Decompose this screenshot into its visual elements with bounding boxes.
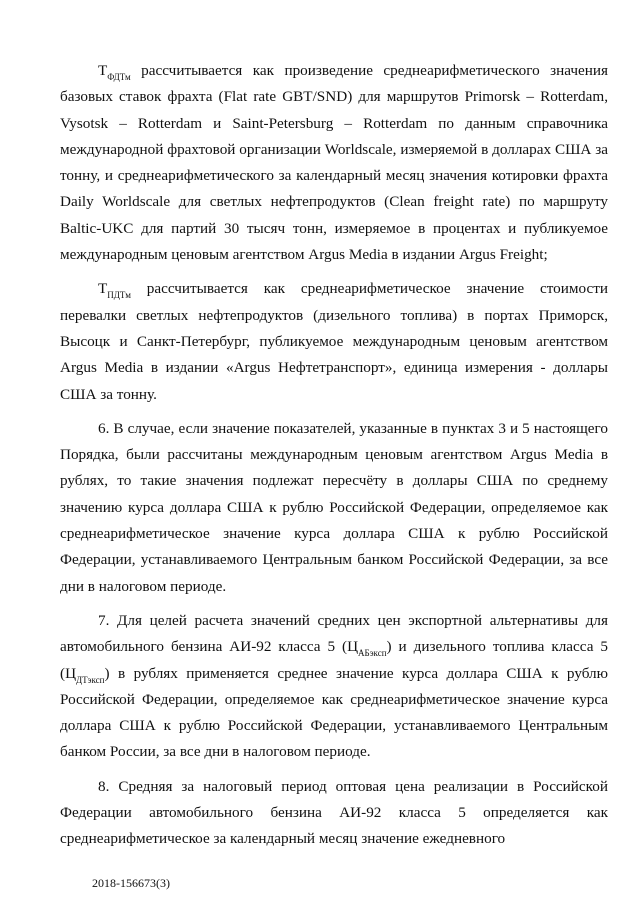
variable-cdt: $Ц_{ДТэксп}$ — [65, 664, 105, 685]
paragraph-8: 8. Средняя за налоговый период оптовая цена реализации в Российской Федерации автомобильного бензина АИ-92 класса 5 определяется как среднеарифметическое за календарный месяц значение ежедневного — [60, 777, 608, 848]
variable-tfdt: $Т_{ФДТм}$ — [98, 62, 131, 83]
document-body — [60, 58, 608, 861]
variable-cab: $Ц_{АБэксп}$ — [347, 638, 387, 659]
paragraph-tfdt: $Т_{ФДТм}$ рассчитывается как произведение среднеарифметического значения базовых ставок фрахта (Flat rate GBT/SND) для маршрутов Primorsk – Rotterdam, Vysotsk – Rotterdam и Saint-Petersburg – Rotterdam по данным справочника международной фрахтовой организации Worldscale, измеряемой в долларах США за тонну, и среднеарифметического за календарный месяц значения котировки фрахта Daily Worldscale для светлых нефтепродуктов (Clean freight rate) по маршруту Baltic-UKC для партий 30 тысяч тонн, измеряемое в процентах и публикуемое международным ценовым агентством Argus Media в издании Argus Freight; — [60, 62, 608, 264]
paragraph-tpdt: $Т_{ПДТм}$ рассчитывается как среднеарифметическое значение стоимости перевалки светлых нефтепродуктов (дизельного топлива) в портах Приморск, Высоцк и Санкт-Петербург, публикуемое международным ценовым агентством Argus Media в издании «Argus Нефтетранспорт», единица измерения - доллары США за тонну. — [60, 280, 608, 403]
paragraph-6: 6. В случае, если значение показателей, указанные в пунктах 3 и 5 настоящего Порядка, были рассчитаны международным ценовым агентством Argus Media в рублях, то такие значения подлежат пересчёту в доллары США по среднему значению курса доллара США к рублю Российской Федерации, определяемое как среднеарифметическое значение курса доллара США к рублю Российской Федерации, устанавливаемого Центральным банком Российской Федерации, за все дни в налоговом периоде. — [60, 419, 608, 595]
paragraph-7: 7. Для целей расчета значений средних цен экспортной альтернативы для автомобильного бензина АИ-92 класса 5 $(Ц_{АБэксп})$ и дизельного топлива класса 5 $(Ц_{ДТэксп})$ в рублях применяется среднее значение курса доллара США к рублю Российской Федерации, определяемое как среднеарифметическое значение курса доллара США к рублю Российской Федерации, устанавливаемого Центральным банком России, за все дни в налоговом периоде. — [60, 611, 608, 761]
variable-tpdt: $Т_{ПДТм}$ — [98, 280, 131, 301]
document-number: 2018-156673(3) — [92, 876, 170, 890]
